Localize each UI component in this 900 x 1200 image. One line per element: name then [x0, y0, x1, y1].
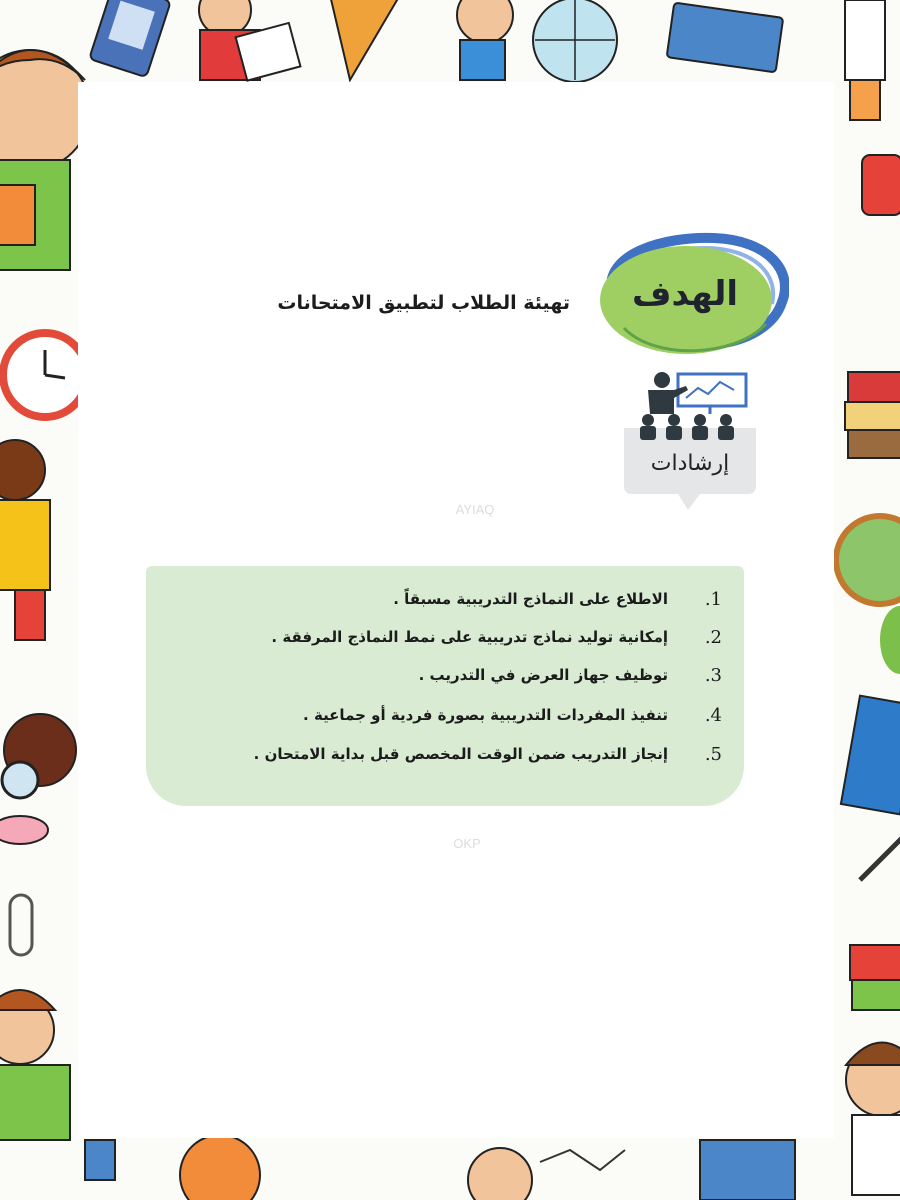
instructions-list: [146, 566, 744, 806]
alarm-clock-icon: [3, 333, 87, 417]
stack-of-books-icon: [845, 372, 900, 458]
list-item-text: تنفيذ المفردات التدريبية بصورة فردية أو جماعية .: [303, 706, 668, 724]
instructions-heading: إرشادات: [650, 451, 730, 476]
list-item-text: إمكانية توليد نماذج تدريبية على نمط النماذج المرفقة .: [271, 628, 668, 646]
list-item-number: .4: [704, 704, 722, 726]
list-item: [186, 621, 722, 653]
cup-icon: [85, 1140, 115, 1180]
list-item-number: .3: [704, 664, 722, 686]
boy-bottom-right-icon: [846, 1043, 900, 1196]
list-item-text: الاطلاع على النماذج التدريبية مسبقاً .: [393, 590, 668, 608]
backpack-icon: [862, 155, 900, 215]
watermark-top: AYIAQ: [455, 502, 495, 517]
goal-heading: الهدف: [631, 274, 738, 314]
teacher-presentation-icon: [620, 368, 760, 516]
list-item: [186, 659, 722, 691]
list-item: [186, 583, 722, 615]
list-item: [186, 738, 722, 770]
list-item-text: إنجاز التدريب ضمن الوقت المخصص قبل بداية الامتحان .: [253, 745, 668, 763]
list-item-text: توظيف جهاز العرض في التدريب .: [418, 666, 668, 684]
list-item: [186, 699, 722, 731]
child-top-right-icon: [845, 0, 885, 120]
child-bottom-center-icon: [468, 1148, 532, 1200]
blue-notebook-icon: [700, 1140, 795, 1200]
list-item-number: .1: [704, 588, 722, 610]
globe-icon: [836, 516, 900, 604]
books-right-icon: [850, 945, 900, 1010]
watermark-bottom: OKP: [453, 836, 481, 851]
list-item-number: .2: [704, 626, 722, 648]
list-item-number: .5: [704, 743, 722, 765]
goal-statement: تهيئة الطلاب لتطبيق الامتحانات: [277, 292, 570, 314]
